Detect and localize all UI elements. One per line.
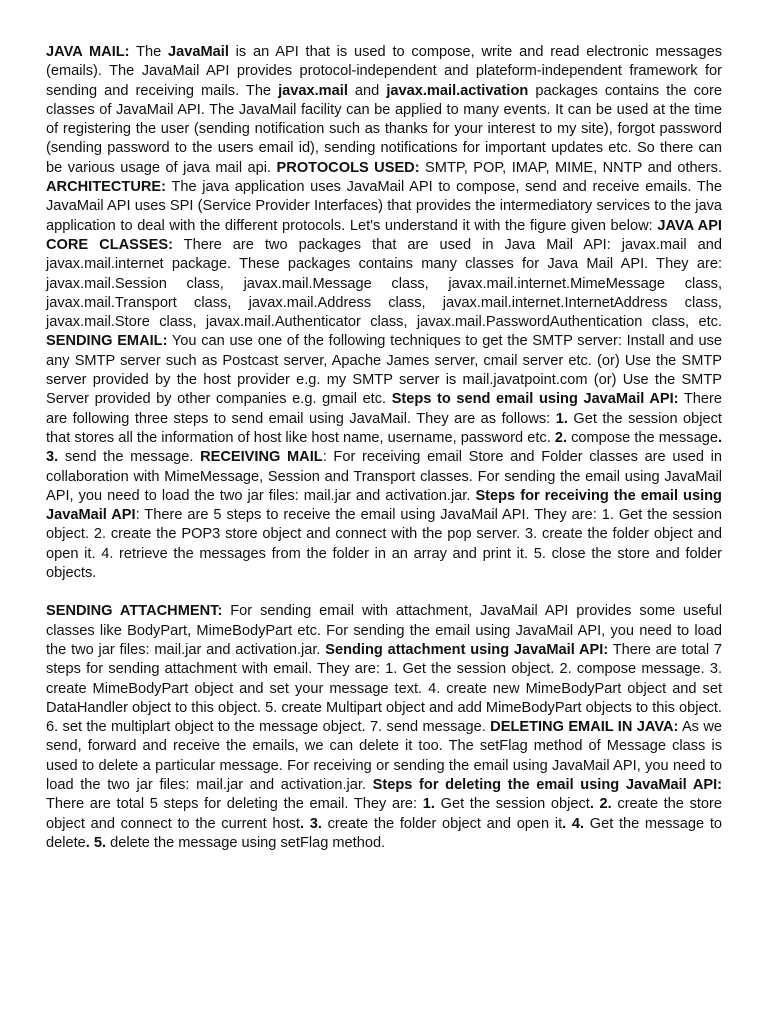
- bold-text-run: Steps for deleting the email using JavaMail API:: [372, 776, 723, 793]
- bold-text-run: . 3.: [46, 429, 722, 466]
- text-run: is an API that is used to compose, write and read electronic messages (emails). The JavaMail API provides protocol-independent and plateform-independent framework for sending and receiving mails. The: [46, 44, 722, 99]
- bold-text-run: Steps for receiving the email using JavaMail API: [46, 487, 722, 524]
- text-run: : There are 5 steps to receive the email using JavaMail API. They are: 1. Get the session object. 2. create the POP3 store object and connect with the pop server. 3. create the folder object and open it. 4. retrieve the messages from the folder in an array and print it. 5. close the store and folder objects.: [46, 507, 722, 582]
- text-run: Get the session object: [434, 796, 590, 813]
- text-run: As we send, forward and receive the emails, we can delete it too. The setFlag method of Message class is used to delete a particular message. For receiving or sending the email using JavaMail API, you need to load the two jar files: mail.jar and activation.jar.: [46, 719, 722, 793]
- text-run: There are total 5 steps for deleting the email. They are:: [46, 796, 423, 813]
- text-run: The: [129, 44, 169, 60]
- text-run: SMTP, POP, IMAP, MIME, NNTP and others.: [419, 159, 722, 176]
- text-run: and: [347, 82, 387, 99]
- text-run: create the store object and connect to the current host: [46, 796, 723, 832]
- text-run: The java application uses JavaMail API to compose, send and receive emails. The JavaMail API uses SPI (Service Provider Interfaces) that provides the intermediatory services to the java application to deal with the different protocols. Let's understand it with the figure given below:: [46, 179, 722, 234]
- text-run: send the message.: [58, 449, 201, 466]
- text-run: create the folder object and open it: [321, 815, 563, 832]
- bold-text-run: . 3.: [300, 815, 322, 832]
- bold-text-run: javax.mail: [278, 82, 348, 99]
- bold-text-run: RECEIVING MAIL: [200, 449, 323, 466]
- text-run: Get the session object that stores all the information of host like host name, username, password etc.: [46, 410, 722, 446]
- bold-text-run: SENDING ATTACHMENT:: [46, 603, 223, 620]
- bold-text-run: 2.: [554, 429, 567, 446]
- bold-text-run: DELETING EMAIL IN JAVA:: [490, 719, 679, 736]
- bold-text-run: . 4.: [562, 815, 585, 832]
- paragraph-attachment-and-deleting: [46, 602, 722, 853]
- text-run: There are two packages that are used in Java Mail API: javax.mail and javax.mail.internet package. These packages contains many classes for Java Mail API. They are: javax.mail.Session class, javax.mail.Message class, javax.mail.internet.MimeMessage class, javax.mail.Transport class, javax.mail.Address class, javax.mail.internet.InternetAddress class, javax.mail.Store class, javax.mail.Authenticator class, javax.mail.PasswordAuthentication class, etc.: [46, 236, 722, 331]
- text-run: For sending email with attachment, JavaMail API provides some useful classes like BodyPart, MimeBodyPart etc. For sending the email using JavaMail API, you need to load the two jar files: mail.jar and activation.jar.: [46, 603, 722, 658]
- text-run: : For receiving email Store and Folder classes are used in collaboration with MimeMessage, Session and Transport classes. For sending the email using JavaMail API, you need to load the two jar files: mail.jar and activation.jar.: [46, 449, 723, 504]
- bold-text-run: . 2.: [589, 796, 612, 813]
- text-run: Get the message to delete: [46, 815, 723, 851]
- text-run: delete the message using setFlag method.: [106, 834, 386, 851]
- bold-text-run: javax.mail.activation: [386, 82, 529, 99]
- text-run: There are following three steps to send email using JavaMail. They are as follows:: [46, 391, 722, 427]
- text-run: You can use one of the following techniques to get the SMTP server: Install and use any SMTP server such as Postcast server, Apache James server, cmail server etc. (or) Use the SMTP server provided by the host provider e.g. my SMTP server is mail.javatpoint.com (or) Use the SMTP Server provided by other companies e.g. gmail etc.: [46, 333, 722, 408]
- paragraph-javamail-overview: [46, 43, 722, 583]
- bold-text-run: SENDING EMAIL:: [46, 333, 168, 350]
- bold-text-run: JAVA API CORE CLASSES:: [46, 217, 722, 253]
- text-run: There are total 7 steps for sending attachment with email. They are: 1. Get the session object. 2. compose message. 3. create MimeBodyPart object and set your message text. 4. create new MimeBodyPart object and set DataHandler object to this object. 5. create Multipart object and add MimeBodyPart objects to this object. 6. set the multiplart object to the message object. 7. send message.: [46, 641, 722, 736]
- bold-text-run: JavaMail: [168, 44, 229, 60]
- bold-text-run: . 5.: [85, 834, 107, 851]
- text-run: compose the message: [567, 429, 718, 446]
- text-run: packages contains the core classes of JavaMail API. The JavaMail facility can be applied to many events. It can be used at the time of registering the user (sending notification such as thanks for your interest to my site), forgot password (sending password to the users email id), sending notifications for important updates etc. So there can be various usage of java mail api.: [46, 82, 723, 176]
- document-body: [46, 43, 722, 853]
- bold-text-run: JAVA MAIL:: [46, 44, 130, 60]
- bold-text-run: ARCHITECTURE:: [46, 179, 166, 196]
- bold-text-run: Sending attachment using JavaMail API:: [325, 641, 609, 658]
- bold-text-run: 1.: [422, 796, 435, 813]
- bold-text-run: PROTOCOLS USED:: [276, 159, 420, 176]
- bold-text-run: 1.: [555, 410, 568, 427]
- bold-text-run: Steps to send email using JavaMail API:: [391, 391, 679, 408]
